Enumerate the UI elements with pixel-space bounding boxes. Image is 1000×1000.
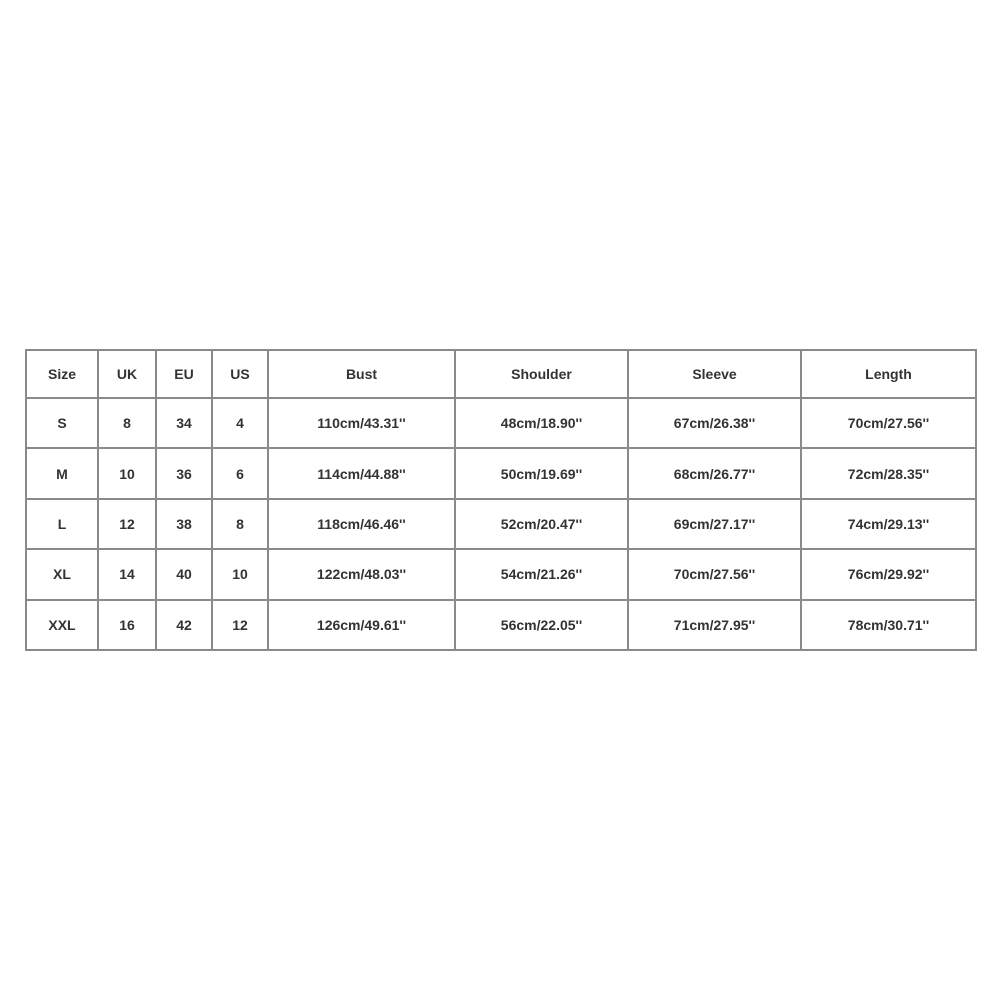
column-header-shoulder: Shoulder	[455, 350, 628, 398]
uk-cell: 14	[98, 549, 156, 599]
sleeve-cell: 68cm/26.77''	[628, 448, 801, 498]
us-cell: 8	[212, 499, 268, 549]
bust-cell: 118cm/46.46''	[268, 499, 455, 549]
header-row	[26, 350, 976, 398]
uk-cell: 12	[98, 499, 156, 549]
uk-cell: 8	[98, 398, 156, 448]
sleeve-cell: 71cm/27.95''	[628, 600, 801, 650]
bust-cell: 122cm/48.03''	[268, 549, 455, 599]
shoulder-cell: 54cm/21.26''	[455, 549, 628, 599]
size-cell: S	[26, 398, 98, 448]
bust-cell: 110cm/43.31''	[268, 398, 455, 448]
table-body	[26, 398, 976, 650]
bust-cell: 114cm/44.88''	[268, 448, 455, 498]
us-cell: 4	[212, 398, 268, 448]
column-header-bust: Bust	[268, 350, 455, 398]
shoulder-cell: 48cm/18.90''	[455, 398, 628, 448]
us-cell: 10	[212, 549, 268, 599]
shoulder-cell: 56cm/22.05''	[455, 600, 628, 650]
column-header-length: Length	[801, 350, 976, 398]
column-header-uk: UK	[98, 350, 156, 398]
table-row	[26, 549, 976, 599]
column-header-us: US	[212, 350, 268, 398]
shoulder-cell: 50cm/19.69''	[455, 448, 628, 498]
sleeve-cell: 70cm/27.56''	[628, 549, 801, 599]
uk-cell: 16	[98, 600, 156, 650]
length-cell: 72cm/28.35''	[801, 448, 976, 498]
bust-cell: 126cm/49.61''	[268, 600, 455, 650]
sleeve-cell: 67cm/26.38''	[628, 398, 801, 448]
column-header-sleeve: Sleeve	[628, 350, 801, 398]
eu-cell: 40	[156, 549, 212, 599]
eu-cell: 38	[156, 499, 212, 549]
us-cell: 12	[212, 600, 268, 650]
length-cell: 76cm/29.92''	[801, 549, 976, 599]
size-chart-table	[25, 349, 977, 651]
table-row	[26, 398, 976, 448]
us-cell: 6	[212, 448, 268, 498]
length-cell: 78cm/30.71''	[801, 600, 976, 650]
size-cell: XL	[26, 549, 98, 599]
length-cell: 70cm/27.56''	[801, 398, 976, 448]
length-cell: 74cm/29.13''	[801, 499, 976, 549]
column-header-eu: EU	[156, 350, 212, 398]
sleeve-cell: 69cm/27.17''	[628, 499, 801, 549]
eu-cell: 34	[156, 398, 212, 448]
size-cell: XXL	[26, 600, 98, 650]
table-header	[26, 350, 976, 398]
eu-cell: 42	[156, 600, 212, 650]
size-cell: L	[26, 499, 98, 549]
table-row	[26, 600, 976, 650]
table-row	[26, 499, 976, 549]
column-header-size: Size	[26, 350, 98, 398]
eu-cell: 36	[156, 448, 212, 498]
size-cell: M	[26, 448, 98, 498]
uk-cell: 10	[98, 448, 156, 498]
shoulder-cell: 52cm/20.47''	[455, 499, 628, 549]
table-row	[26, 448, 976, 498]
